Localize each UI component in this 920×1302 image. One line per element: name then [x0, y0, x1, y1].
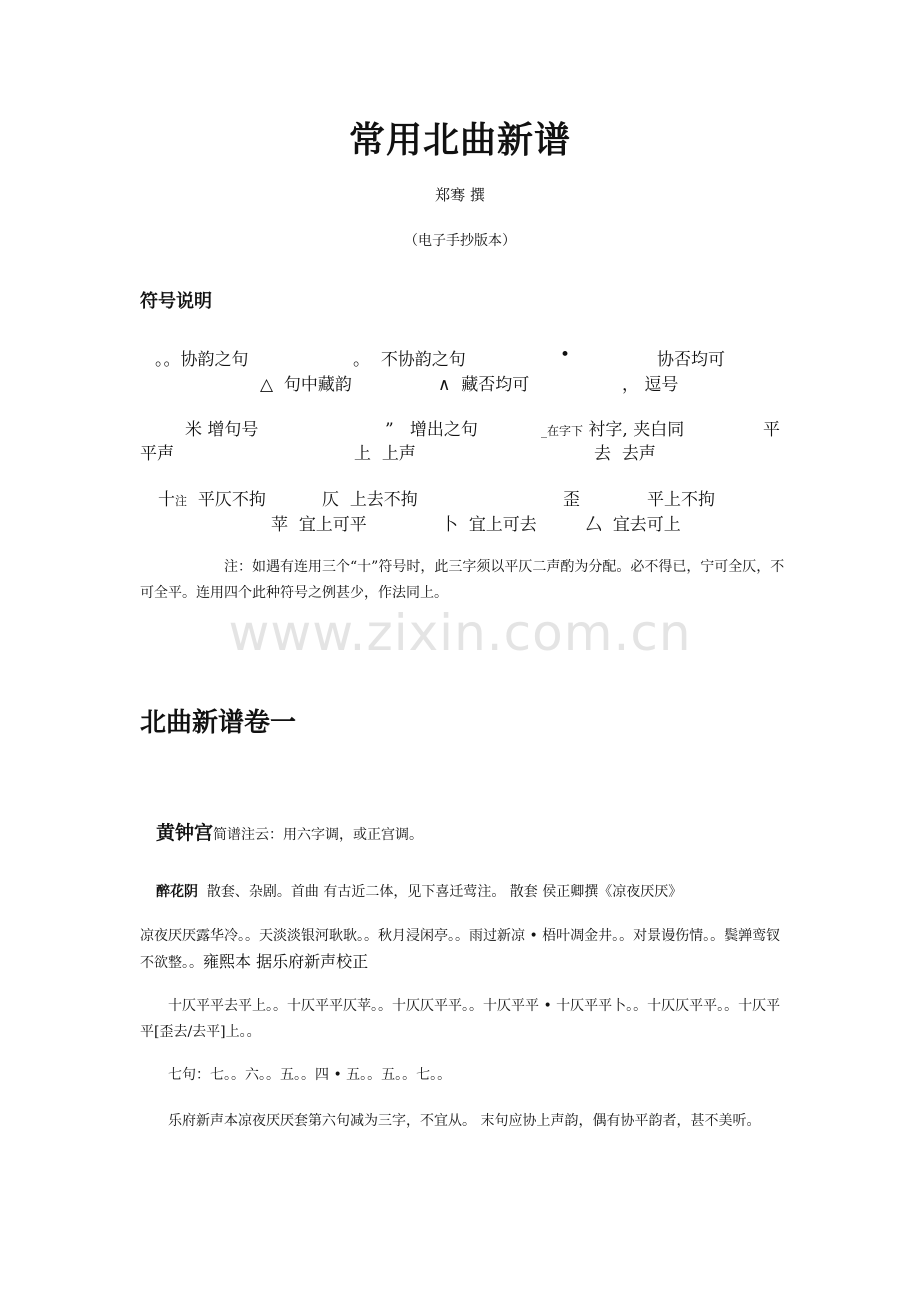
sentence-count: 七句：七。。六。。五。。四 • 五。。五。。七。。: [168, 1067, 452, 1083]
gong-name: 黄钟宫: [156, 822, 214, 844]
symbol-item: [353, 345, 466, 370]
symbol-mark: 米: [185, 420, 202, 440]
symbol-item: [585, 510, 681, 535]
symbol-label: 协否均可: [657, 350, 725, 370]
symbol-mark: △: [260, 375, 274, 395]
symbol-label: 不协韵之句: [380, 350, 466, 370]
watermark: www.zixin.com.cn: [228, 604, 692, 662]
symbol-item: [594, 439, 656, 464]
symbol-item: [622, 370, 678, 395]
symbol-mark: ，: [622, 375, 639, 395]
symbol-item: [155, 345, 249, 370]
page-title: 常用北曲新谱: [348, 119, 571, 161]
symbol-label: 平声: [140, 444, 174, 464]
commentary: 乐府新声本凉夜厌厌套第六句减为三字，不宜从。 末句应协上声韵，偶有协平韵者，甚不美听。: [168, 1113, 761, 1129]
symbol-item: [185, 415, 258, 440]
symbol-item: [271, 510, 367, 535]
symbol-label: 句中藏韵: [283, 375, 352, 395]
symbol-label: 衬字, 夹白同: [588, 420, 685, 440]
symbol-item: [441, 510, 537, 535]
symbol-mark: 平: [763, 420, 780, 440]
symbol-label: 宜去可上: [612, 515, 681, 535]
symbol-label: 平上不拘: [647, 490, 715, 510]
lyrics-source: 雍熙本 据乐府新声校正: [203, 952, 369, 971]
symbol-label: 协韵之句: [180, 350, 249, 370]
symbol-label: 藏否均可: [461, 375, 530, 395]
symbol-mark: ”: [385, 420, 394, 440]
symbol-label: 宜上可去: [468, 515, 537, 535]
edition-note: （电子手抄版本）: [404, 233, 516, 249]
symbol-item: [438, 370, 529, 395]
symbol-item: [354, 439, 416, 464]
symbol-mark: 仄: [322, 490, 339, 510]
symbol-mark: 。。: [155, 350, 181, 370]
symbol-label: 宜上可平: [298, 515, 367, 535]
symbol-mark: 十: [158, 490, 175, 510]
qupai-desc: 散套、杂剧。首曲 有古近二体，见下喜迁莺注。 散套 侯正卿撰《凉夜厌厌》: [206, 884, 683, 900]
symbol-item: [385, 415, 478, 440]
symbol-mark: _在字下: [541, 424, 584, 438]
symbol-item: [158, 485, 266, 510]
qupai-name: 醉花阴: [156, 884, 198, 900]
symbol-label: 去声: [621, 444, 656, 464]
lyrics-text: 凉夜厌厌露华冷。。天淡淡银河耿耿。。秋月浸闲亭。。雨过新凉 • 梧叶凋金井。。对景谩伤情。。鬓亸鸾钗不欲整。。: [140, 928, 781, 971]
symbol-label: 上去不拘: [349, 490, 418, 510]
symbol-item: [541, 415, 684, 440]
volume-heading: 北曲新谱卷一: [140, 708, 297, 738]
author-line: 郑骞 撰: [435, 186, 485, 204]
symbol-mark: 。: [353, 350, 370, 370]
symbol-mark: 歪: [563, 490, 580, 510]
symbol-mark-note: 注: [175, 494, 188, 508]
symbol-mark: 上: [354, 444, 371, 464]
symbols-heading: 符号说明: [140, 291, 212, 312]
symbol-label: 增出之句: [409, 420, 478, 440]
tone-pattern: 十仄平平去平上。。十仄平平仄苹。。十仄仄平平。。十仄平平 • 十仄平平卜。。十仄仄平平。。十仄平平[歪去/去平]上。。: [140, 998, 781, 1040]
symbol-mark: 卜: [441, 515, 458, 535]
symbol-item: [260, 370, 352, 395]
symbol-item: [322, 485, 418, 510]
lyrics-paragraph: [140, 923, 792, 976]
gong-note: 简谱注云：用六字调，或正宫调。: [213, 827, 424, 843]
symbol-label: 逗号: [644, 375, 679, 395]
symbol-mark: 去: [594, 444, 611, 464]
symbol-mark: •: [560, 345, 571, 365]
qupai-line: [156, 881, 682, 901]
symbols-note: 注：如遇有连用三个“十”符号时，此三字须以平仄二声酌为分配。必不得已，宁可全仄，不可全平。连用四个此种符号之例甚少，作法同上。: [140, 559, 785, 601]
symbol-label: 上声: [381, 444, 416, 464]
symbol-mark: 苹: [271, 515, 288, 535]
symbol-label: 增句号: [207, 420, 259, 440]
symbol-label: 平仄不拘: [197, 490, 266, 510]
gong-heading: [156, 818, 423, 845]
symbol-mark: ∧: [438, 375, 451, 395]
symbol-mark: 厶: [585, 515, 602, 535]
